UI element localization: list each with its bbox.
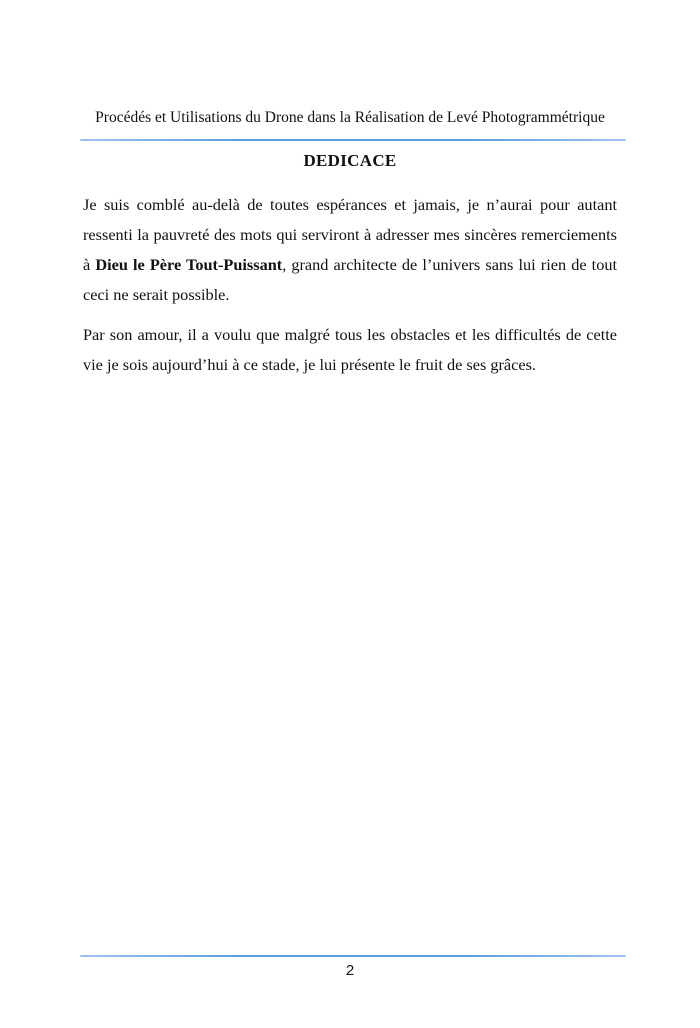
page-number: 2 — [345, 962, 355, 979]
footer-divider — [80, 955, 626, 957]
dedication-paragraph-2: Par son amour, il a voulu que malgré tous les obstacles et les difficultés de cette vie je sois aujourd’hui à ce stade, je lui présente le fruit de ses grâces. — [83, 325, 617, 374]
paragraph-1-text-end: , grand architecte de l’univers sans lui rien de tout ceci ne serait possible. — [83, 255, 617, 304]
page-title: DEDICACE — [303, 151, 397, 170]
paragraph-1-text-start: Je suis comblé au-delà de toutes espérances et jamais, je n’aurai pour autant ressenti la pauvreté des mots qui serviront à adresser mes sincères remerciements à — [83, 195, 617, 274]
dedication-paragraph-1 — [83, 190, 617, 310]
running-header: Procédés et Utilisations du Drone dans la Réalisation de Levé Photogrammétrique — [95, 109, 605, 126]
dedication-body — [83, 190, 617, 390]
paragraph-1-bold-text: Dieu le Père Tout-Puissant — [95, 255, 283, 274]
header-divider — [80, 139, 626, 141]
